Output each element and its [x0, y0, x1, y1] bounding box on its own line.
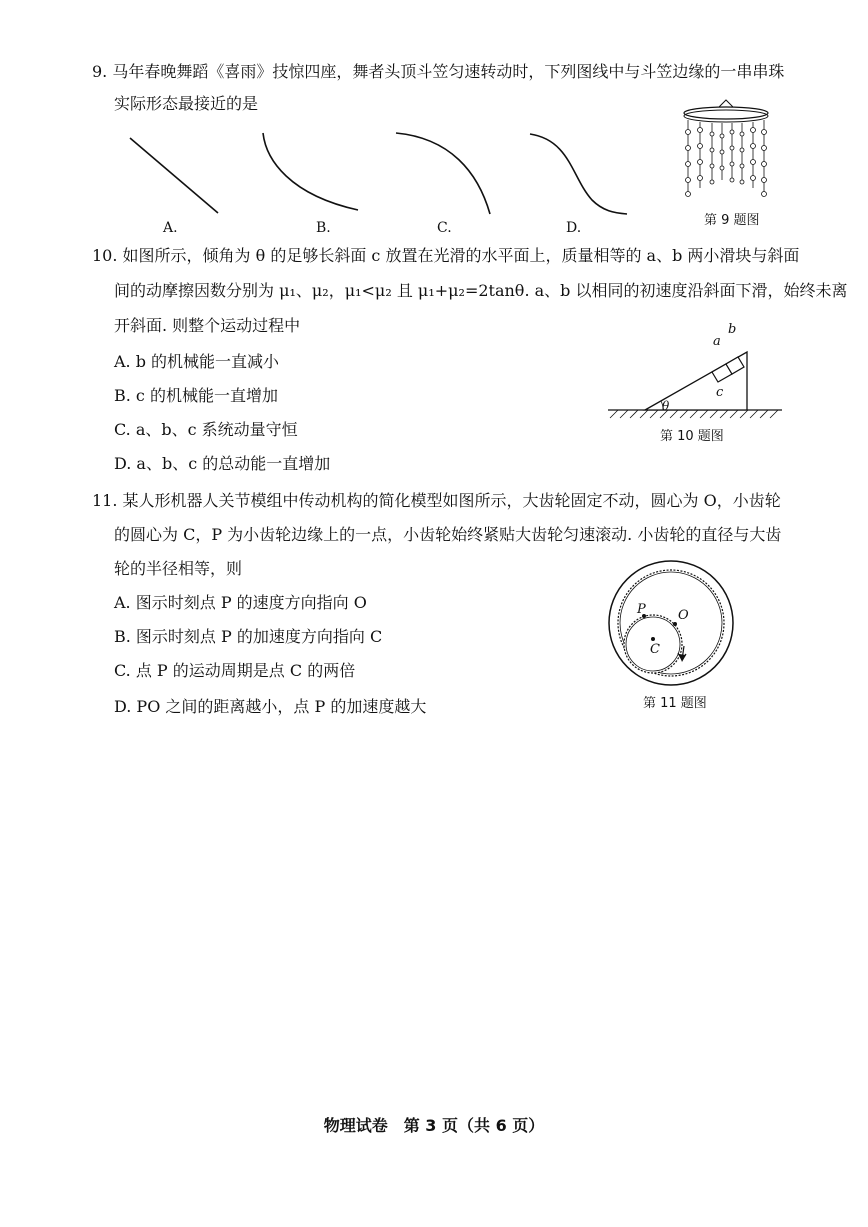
- q10-label-c: c: [716, 385, 724, 400]
- q11-label-o: O: [678, 608, 689, 623]
- q9-curve-d: [530, 134, 627, 214]
- q9-stem-line2: 实际形态最接近的是: [114, 94, 259, 113]
- q10-stem-line2: 间的动摩擦因数分别为 μ₁、μ₂，μ₁<μ₂ 且 μ₁+μ₂=2tanθ. a、b 以相同的初速度沿斜面下滑，始终未离: [114, 281, 848, 300]
- q11-option-c: C. 点 P 的运动周期是点 C 的两倍: [114, 661, 356, 680]
- q11-stem-line1: 11. 某人形机器人关节模组中传动机构的简化模型如图所示，大齿轮固定不动，圆心为 O，小齿轮: [92, 491, 781, 510]
- page-footer: 物理试卷 第 3 页（共 6 页）: [323, 1116, 545, 1135]
- q11-stem-line3: 轮的半径相等，则: [114, 559, 243, 578]
- q9-hat-figure: [676, 96, 776, 206]
- q10-label-theta: θ: [662, 399, 670, 413]
- q10-option-c: C. a、b、c 系统动量守恒: [114, 420, 298, 439]
- q10-stem-line1: 10. 如图所示，倾角为 θ 的足够长斜面 c 放置在光滑的水平面上，质量相等的 a、b 两小滑块与斜面: [92, 246, 800, 265]
- q11-option-b: B. 图示时刻点 P 的加速度方向指向 C: [114, 627, 383, 646]
- q9-stem-line1: 9. 马年春晚舞蹈《喜雨》技惊四座，舞者头顶斗笠匀速转动时，下列图线中与斗笠边缘的一串串珠: [92, 62, 785, 81]
- q9-curve-a: [130, 138, 218, 213]
- q9-option-c-label: C.: [437, 220, 452, 236]
- q10-label-b: b: [728, 322, 737, 337]
- q9-option-b-label: B.: [316, 220, 331, 236]
- q9-curve-b: [263, 133, 358, 210]
- q10-figure-caption: 第 10 题图: [660, 429, 724, 444]
- q11-option-d: D. PO 之间的距离越小，点 P 的加速度越大: [114, 697, 427, 716]
- q11-option-a: A. 图示时刻点 P 的速度方向指向 O: [114, 593, 367, 612]
- q10-incline-figure: [600, 322, 790, 422]
- q10-option-a: A. b 的机械能一直减小: [114, 352, 280, 371]
- q11-label-c: C: [650, 642, 660, 657]
- q9-curve-c: [396, 133, 490, 214]
- q9-option-a-label: A.: [163, 220, 178, 236]
- q10-label-a: a: [713, 334, 721, 349]
- q9-figure-caption: 第 9 题图: [704, 213, 760, 228]
- q9-option-d-label: D.: [566, 220, 582, 236]
- q11-gear-figure: [606, 560, 736, 690]
- q11-figure-caption: 第 11 题图: [643, 696, 707, 711]
- q11-stem-line2: 的圆心为 C，P 为小齿轮边缘上的一点，小齿轮始终紧贴大齿轮匀速滚动. 小齿轮的直径与大齿: [114, 525, 782, 544]
- q11-label-p: P: [637, 602, 646, 617]
- q10-option-b: B. c 的机械能一直增加: [114, 386, 278, 405]
- q10-stem-line3: 开斜面. 则整个运动过程中: [114, 316, 301, 335]
- q10-option-d: D. a、b、c 的总动能一直增加: [114, 454, 331, 473]
